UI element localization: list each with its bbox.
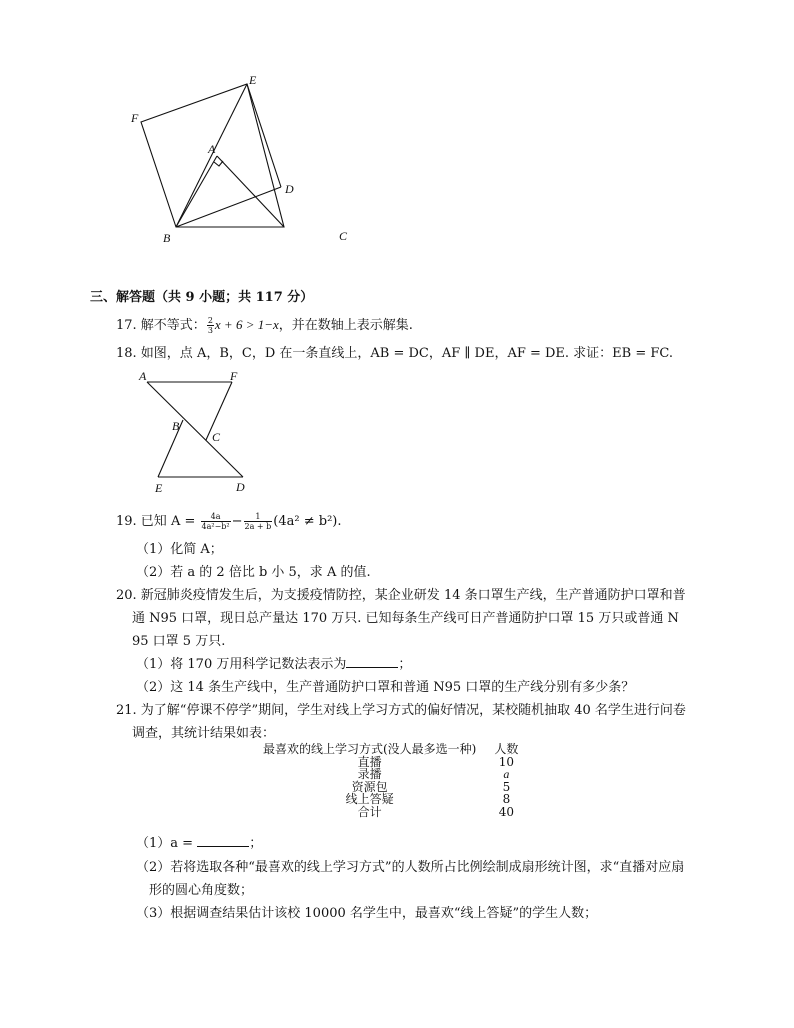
table-row bbox=[263, 768, 518, 781]
section-title: 三、解答题（共 9 小题；共 117 分） bbox=[90, 290, 314, 305]
q21-part-2-line-2: 形的圆心角度数； bbox=[149, 883, 254, 898]
segment-ed-line bbox=[247, 84, 281, 187]
q17-prefix: 17. 解不等式： bbox=[116, 318, 206, 333]
fig2-label-e: E bbox=[155, 481, 163, 495]
q21-line-1: 21. 为了解“停课不停学”期间，学生对线上学习方式的偏好情况，某校随机抽取 40 名学生进行问卷 bbox=[116, 703, 686, 718]
q21-part-1 bbox=[136, 832, 262, 851]
fig1-label-a: A bbox=[208, 142, 216, 156]
table-cell-method: 合计 bbox=[357, 804, 382, 819]
fig2-label-b: B bbox=[172, 419, 180, 433]
q20-line-2: 通 N95 口罩，现日总产量达 170 万只. 已知每条生产线可日产普通防护口罩 15 万只或普通 N bbox=[132, 611, 679, 626]
question-17 bbox=[116, 314, 413, 335]
table-header-method: 最喜欢的线上学习方式(没人最多选一种) bbox=[263, 742, 477, 756]
q20-part-1 bbox=[136, 653, 411, 672]
fig2-label-a: A bbox=[139, 369, 147, 383]
table-cell-method: 线上答疑 bbox=[345, 792, 394, 806]
fig1-label-b: B bbox=[163, 231, 171, 245]
table-cell-count: 40 bbox=[498, 804, 515, 819]
q19-fraction-1: $\frac{4a}{\text{4a²−b²}}$ bbox=[201, 512, 230, 531]
fig2-label-f: F bbox=[230, 369, 238, 383]
q17-inequality: x + 6 > 1−x bbox=[214, 317, 279, 332]
table-cell-count: 10 bbox=[498, 754, 515, 769]
q21-part-1-end: ； bbox=[249, 836, 263, 851]
q21-part-2-line-1: （2）若将选取各种“最喜欢的线上学习方式”的人数所占比例绘制成扇形统计图，求“直播对应扇 bbox=[136, 860, 685, 875]
q19-part-2: （2）若 a 的 2 倍比 b 小 5，求 A 的值. bbox=[136, 565, 371, 580]
q20-answer-blank[interactable] bbox=[346, 655, 398, 668]
segment-ba bbox=[176, 156, 217, 227]
q21-line-2: 调查，其统计结果如表： bbox=[132, 726, 276, 741]
right-angle-mark bbox=[214, 161, 223, 166]
table-header-row bbox=[263, 743, 518, 756]
geometry-figure-1 bbox=[120, 70, 360, 250]
q17-fraction: $\frac{2}{3}$ bbox=[207, 316, 213, 335]
q21-part-3: （3）根据调查结果估计该校 10000 名学生中，最喜欢“线上答疑”的学生人数； bbox=[136, 906, 598, 921]
table-row bbox=[263, 793, 518, 806]
table-cell-method: 录播 bbox=[357, 767, 382, 781]
q21-answer-blank[interactable] bbox=[197, 834, 249, 847]
table-cell-method: 直播 bbox=[357, 754, 382, 769]
question-18: 18. 如图，点 A，B，C，D 在一条直线上，AB = DC，AF ∥ DE，AF = DE. 求证：EB = FC. bbox=[116, 346, 674, 361]
fig1-label-e: E bbox=[249, 73, 257, 87]
table-cell-method: 资源包 bbox=[351, 779, 388, 794]
survey-table bbox=[263, 743, 518, 818]
table-cell-count: a bbox=[503, 767, 510, 781]
table-row bbox=[263, 756, 518, 769]
q19-prefix: 19. 已知 A = bbox=[116, 514, 200, 529]
q19-part-1: （1）化简 A； bbox=[136, 542, 223, 557]
q19-minus: − bbox=[231, 514, 243, 529]
fig1-label-f: F bbox=[131, 111, 139, 125]
geometry-figure-2 bbox=[140, 370, 260, 495]
q21-part-1-text: （1）a = bbox=[136, 836, 194, 851]
fig1-label-d: D bbox=[285, 182, 294, 196]
q19-fraction-2: $\frac{1}{2a + b}$ bbox=[244, 512, 272, 531]
table-row bbox=[263, 806, 518, 819]
table-cell-count: 8 bbox=[502, 792, 511, 806]
q20-part-2: （2）这 14 条生产线中，生产普通防护口罩和普通 N95 口罩的生产线分别有多少条？ bbox=[136, 680, 635, 695]
q17-suffix: ，并在数轴上表示解集. bbox=[278, 318, 413, 333]
q20-part-1-text: （1）将 170 万用科学记数法表示为 bbox=[136, 657, 347, 672]
q20-line-1: 20. 新冠肺炎疫情发生后，为支援疫情防控，某企业研发 14 条口罩生产线，生产普通防护口罩和普 bbox=[116, 588, 686, 603]
fig1-label-c: C bbox=[339, 229, 348, 243]
fig2-label-d: D bbox=[236, 480, 245, 494]
segment-ad bbox=[147, 382, 243, 477]
q20-line-3: 95 口罩 5 万只. bbox=[132, 634, 226, 649]
question-19 bbox=[116, 510, 342, 531]
q19-suffix: (4a² ≠ b²). bbox=[273, 514, 342, 529]
table-cell-count: 5 bbox=[502, 779, 511, 794]
table-header-count: 人数 bbox=[494, 742, 519, 756]
q20-part-1-end: ； bbox=[398, 657, 412, 672]
fig2-label-c: C bbox=[212, 430, 221, 444]
